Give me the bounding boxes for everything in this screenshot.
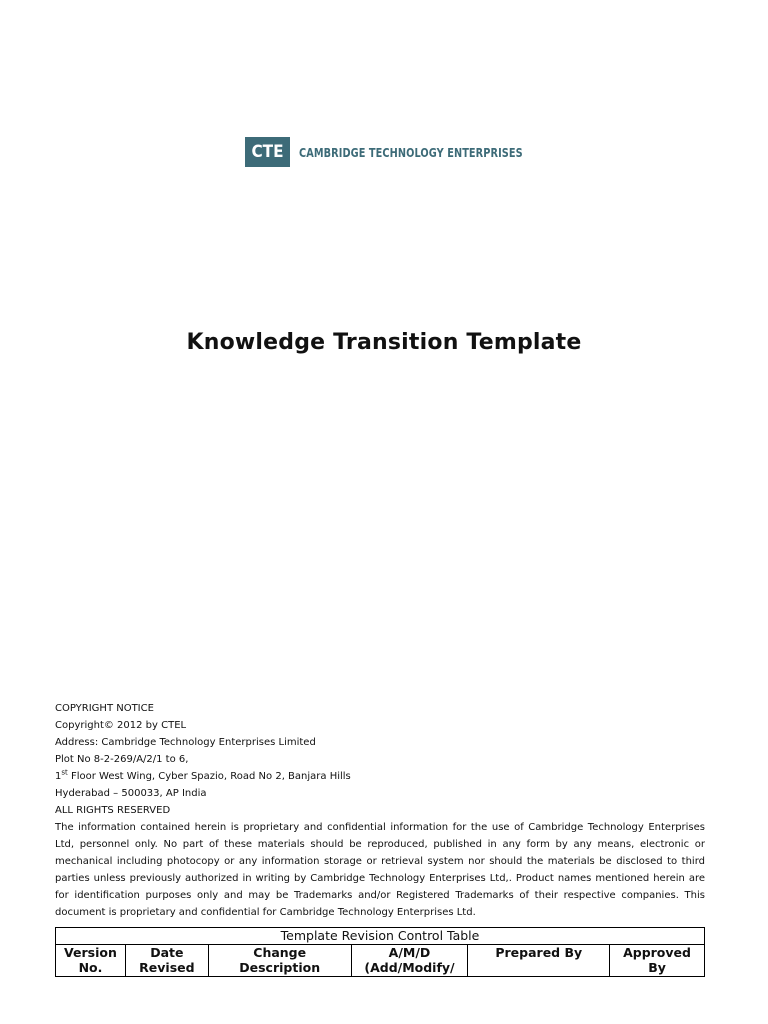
floor-number: 1 bbox=[55, 771, 62, 782]
header-date-line2: Revised bbox=[139, 960, 195, 975]
header-amd bbox=[351, 945, 468, 977]
header-change-line2: Description bbox=[239, 960, 321, 975]
floor-rest: Floor West Wing, Cyber Spazio, Road No 2, Banjara Hills bbox=[67, 771, 351, 782]
table-caption: Template Revision Control Table bbox=[56, 928, 705, 945]
logo-abbreviation: CTE bbox=[245, 137, 290, 167]
header-approved-line2: By bbox=[648, 960, 666, 975]
company-logo bbox=[245, 137, 586, 167]
floor-suffix: st bbox=[61, 768, 68, 777]
plot-line: Plot No 8-2-269/A/2/1 to 6, bbox=[55, 754, 189, 765]
header-prepared-line1: Prepared By bbox=[495, 945, 583, 960]
document-title: Knowledge Transition Template bbox=[186, 330, 582, 355]
header-change-line1: Change bbox=[253, 945, 307, 960]
revision-control-table bbox=[55, 927, 705, 977]
city-line: Hyderabad – 500033, AP India bbox=[55, 788, 207, 799]
header-change-description bbox=[208, 945, 351, 977]
header-version bbox=[56, 945, 126, 977]
header-date-line1: Date bbox=[150, 945, 184, 960]
header-version-line1: Version bbox=[64, 945, 117, 960]
copyright-notice bbox=[55, 700, 705, 921]
header-amd-line1: A/M/D bbox=[388, 945, 431, 960]
header-date-revised bbox=[125, 945, 208, 977]
header-approved-by bbox=[610, 945, 705, 977]
address-line: Address: Cambridge Technology Enterprises Limited bbox=[55, 737, 316, 748]
copyright-heading: COPYRIGHT NOTICE bbox=[55, 703, 154, 714]
logo-company-name: CAMBRIDGE TECHNOLOGY ENTERPRISES bbox=[299, 144, 523, 160]
copyright-line: Copyright© 2012 by CTEL bbox=[55, 720, 187, 731]
header-version-line2: No. bbox=[78, 960, 103, 975]
confidentiality-paragraph: The information contained herein is proprietary and confidential information for the use of Cambridge Technology Enterprises Ltd, personnel only. No part of these materials should be reproduced, published in any form by any means, electronic or mechanical including photocopy or any information storage or retrieval system nor should the materials be disclosed to third parties unless previously authorized in writing by Cambridge Technology Enterprises Ltd,. Product names mentioned herein are for identification purposes only and may be Trademarks and/or Registered Trademarks of their respective companies. This document is proprietary and confidential for Cambridge Technology Enterprises Ltd. bbox=[55, 822, 705, 918]
rights-line: ALL RIGHTS RESERVED bbox=[55, 805, 171, 816]
floor-line bbox=[55, 768, 705, 785]
header-approved-line1: Approved bbox=[623, 945, 691, 960]
header-amd-line2: (Add/Modify/ bbox=[364, 960, 455, 975]
header-prepared-by bbox=[468, 945, 610, 977]
